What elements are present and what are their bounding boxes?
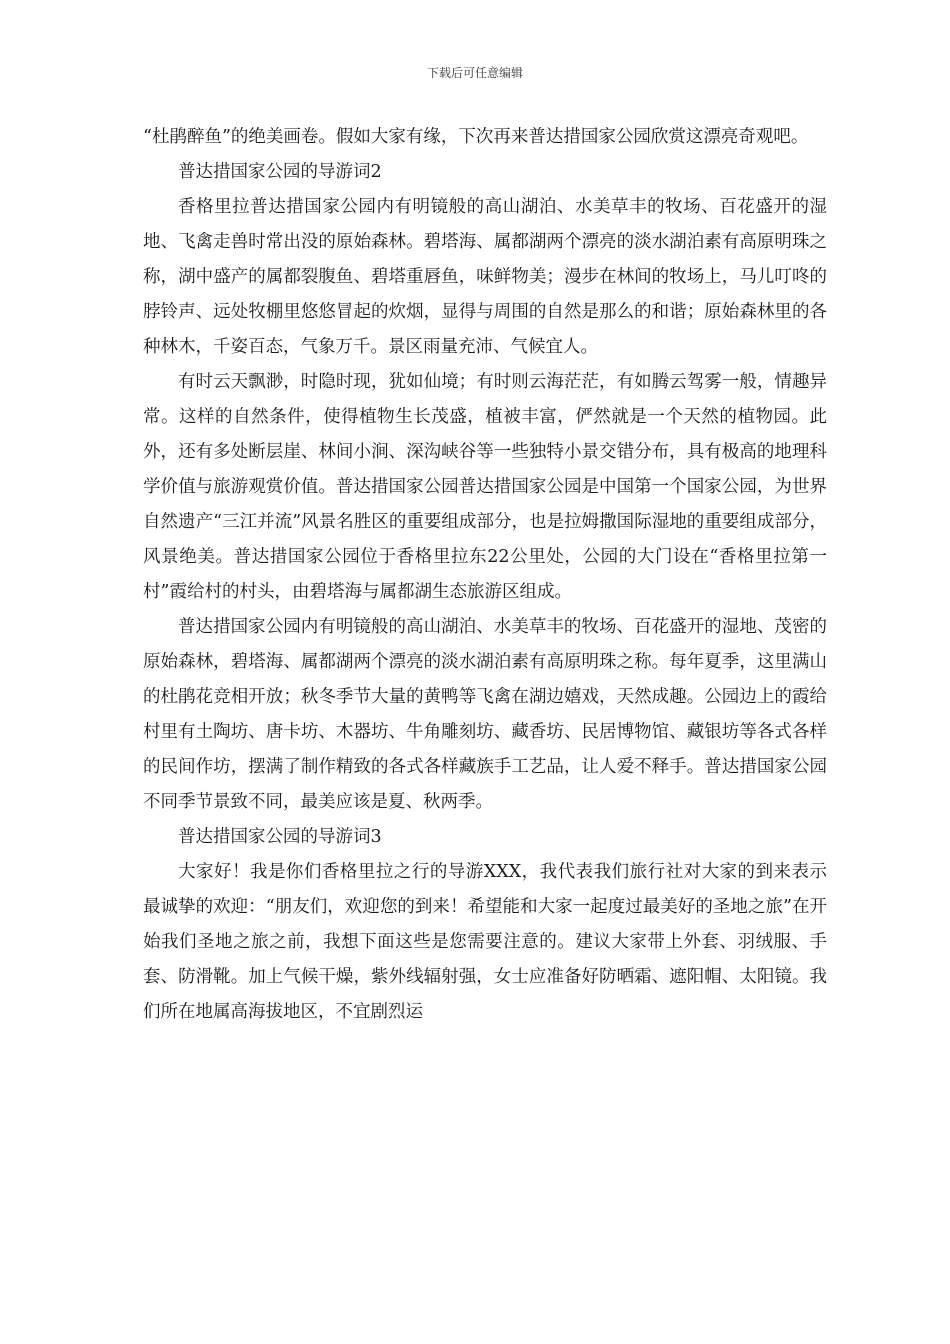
section-heading: 普达措国家公园的导游词3 — [178, 827, 382, 847]
paragraph: 香格里拉普达措国家公园内有明镜般的高山湖泊、水美草丰的牧场、百花盛开的湿地、飞禽走兽时常出没的原始森林。碧塔海、属都湖两个漂亮的淡水湖泊素有高原明珠之称，湖中盛产的属都裂腹鱼、碧塔重唇鱼，味鲜物美；漫步在林间的牧场上，马儿叮咚的脖铃声、远处牧棚里悠悠冒起的炊烟，显得与周围的自然是那么的和谐；原始森林里的各种林木，千姿百态，气象万千。景区雨量充沛、气候宜人。 — [143, 197, 827, 357]
document-body — [143, 120, 827, 1030]
paragraph: “杜鹃醉鱼”的绝美画卷。假如大家有缘，下次再来普达措国家公园欣赏这漂亮奇观吧。 — [143, 127, 809, 147]
paragraph: 大家好！我是你们香格里拉之行的导游XXX，我代表我们旅行社对大家的到来表示最诚挚的欢迎：“朋友们，欢迎您的到来！希望能和大家一起度过最美好的圣地之旅”在开始我们圣地之旅之前，我想下面这些是您需要注意的。建议大家带上外套、羽绒服、手套、防滑靴。加上气候干燥，紫外线辐射强，女士应准备好防晒霜、遮阳帽、太阳镜。我们所在地属高海拔地区，不宜剧烈运 — [143, 862, 827, 1022]
paragraph: 普达措国家公园内有明镜般的高山湖泊、水美草丰的牧场、百花盛开的湿地、茂密的原始森林，碧塔海、属都湖两个漂亮的淡水湖泊素有高原明珠之称。每年夏季，这里满山的杜鹃花竞相开放；秋冬季节大量的黄鸭等飞禽在湖边嬉戏，天然成趣。公园边上的霞给村里有土陶坊、唐卡坊、木器坊、牛角雕刻坊、藏香坊、民居博物馆、藏银坊等各式各样的民间作坊，摆满了制作精致的各式各样藏族手工艺品，让人爱不释手。普达措国家公园不同季节景致不同，最美应该是夏、秋两季。 — [143, 617, 827, 812]
page-header: 下载后可任意编辑 — [426, 66, 523, 80]
paragraph: 有时云天飘渺，时隐时现，犹如仙境；有时则云海茫茫，有如腾云驾雾一般，情趣异常。这样的自然条件，使得植物生长茂盛，植被丰富，俨然就是一个天然的植物园。此外，还有多处断层崖、林间小涧、深沟峡谷等一些独特小景交错分布，具有极高的地理科学价值与旅游观赏价值。普达措国家公园普达措国家公园是中国第一个国家公园，为世界自然遗产“三江并流”风景名胜区的重要组成部分，也是拉姆撒国际湿地的重要组成部分，风景绝美。普达措国家公园位于香格里拉东22公里处，公园的大门设在“香格里拉第一村”霞给村的村头，由碧塔海与属都湖生态旅游区组成。 — [143, 372, 827, 602]
section-heading: 普达措国家公园的导游词2 — [178, 162, 382, 182]
